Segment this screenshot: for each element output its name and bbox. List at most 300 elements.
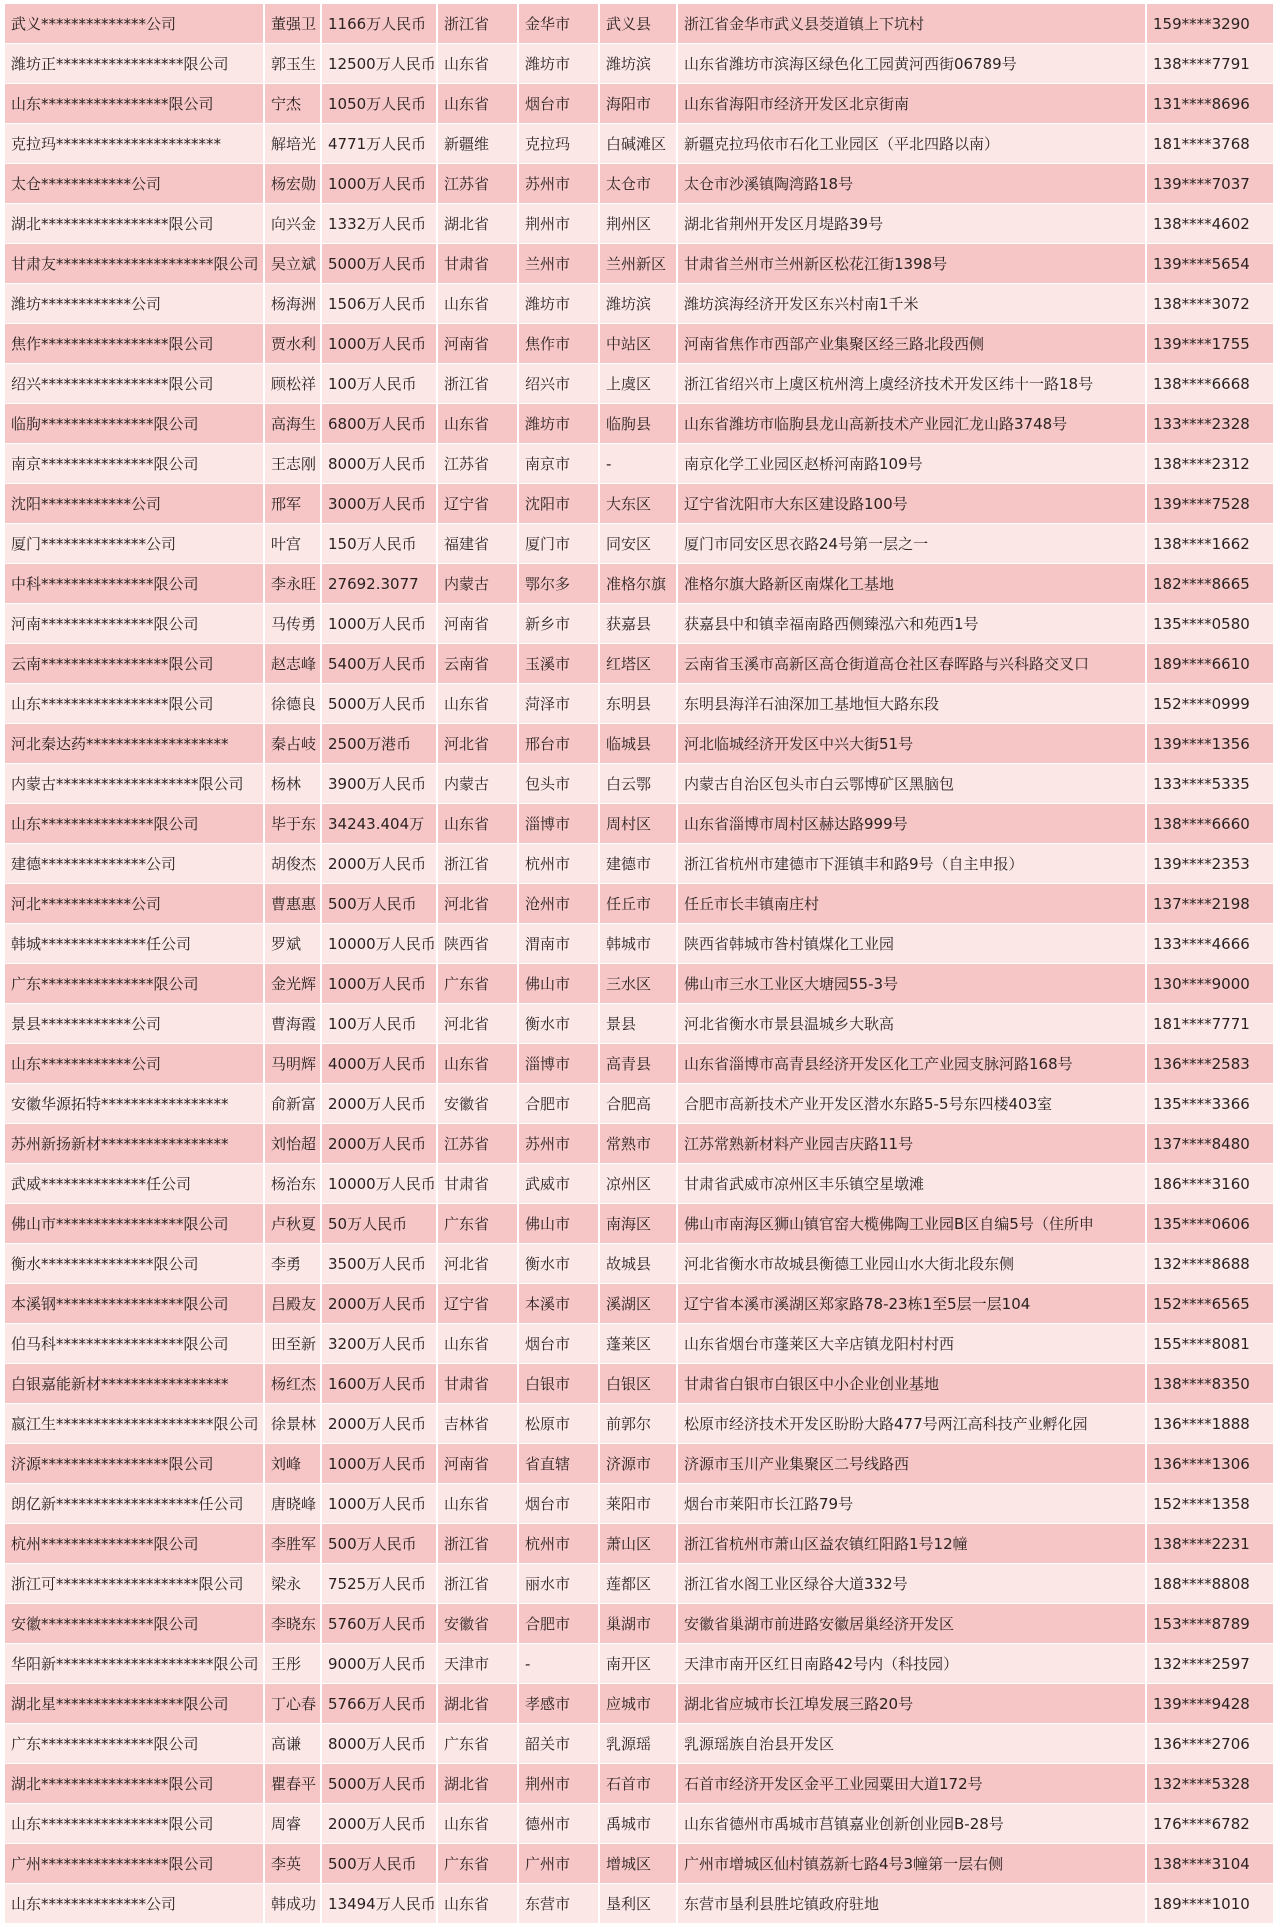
city-cell: 潍坊市 (519, 284, 600, 324)
registered-capital-cell: 5000万人民币 (322, 684, 438, 724)
address-cell: 太仓市沙溪镇陶湾路18号 (678, 164, 1147, 204)
address-cell: 湖北省应城市长江埠发展三路20号 (678, 1684, 1147, 1724)
district-cell: 蓬莱区 (600, 1324, 678, 1364)
city-cell: 淄博市 (519, 804, 600, 844)
city-cell: 广州市 (519, 1844, 600, 1884)
table-row (5, 1044, 1273, 1084)
district-cell: 常熟市 (600, 1124, 678, 1164)
province-cell: 山东省 (438, 404, 519, 444)
city-cell: 白银市 (519, 1364, 600, 1404)
phone-cell: 133****4666 (1147, 924, 1273, 964)
address-cell: 浙江省杭州市萧山区益农镇红阳路1号12幢 (678, 1524, 1147, 1564)
company-name-cell: 厦门**************公司 (5, 524, 265, 564)
registered-capital-cell: 1166万人民币 (322, 4, 438, 44)
address-cell: 江苏常熟新材料产业园吉庆路11号 (678, 1124, 1147, 1164)
phone-cell: 137****8480 (1147, 1124, 1273, 1164)
phone-cell: 139****5654 (1147, 244, 1273, 284)
province-cell: 山东省 (438, 1044, 519, 1084)
address-cell: 山东省淄博市周村区赫达路999号 (678, 804, 1147, 844)
table-row (5, 1244, 1273, 1284)
province-cell: 安徽省 (438, 1084, 519, 1124)
company-name-cell: 本溪钢*****************限公司 (5, 1284, 265, 1324)
phone-cell: 155****8081 (1147, 1324, 1273, 1364)
city-cell: 潍坊市 (519, 404, 600, 444)
phone-cell: 131****8696 (1147, 84, 1273, 124)
company-name-cell: 潍坊正*****************限公司 (5, 44, 265, 84)
company-name-cell: 绍兴*****************限公司 (5, 364, 265, 404)
table-row (5, 1404, 1273, 1444)
province-cell: 福建省 (438, 524, 519, 564)
registered-capital-cell: 3200万人民币 (322, 1324, 438, 1364)
district-cell: 萧山区 (600, 1524, 678, 1564)
province-cell: 山东省 (438, 1804, 519, 1844)
phone-cell: 138****2312 (1147, 444, 1273, 484)
province-cell: 浙江省 (438, 4, 519, 44)
registered-capital-cell: 2000万人民币 (322, 1804, 438, 1844)
registered-capital-cell: 2000万人民币 (322, 1084, 438, 1124)
province-cell: 山东省 (438, 284, 519, 324)
table-row (5, 404, 1273, 444)
phone-cell: 132****8688 (1147, 1244, 1273, 1284)
registered-capital-cell: 27692.3077 (322, 564, 438, 604)
company-name-cell: 朗亿新*******************任公司 (5, 1484, 265, 1524)
legal-rep-cell: 吕殿友 (265, 1284, 322, 1324)
address-cell: 浙江省金华市武义县茭道镇上下坑村 (678, 4, 1147, 44)
table-row (5, 1604, 1273, 1644)
province-cell: 河南省 (438, 324, 519, 364)
registered-capital-cell: 1000万人民币 (322, 1444, 438, 1484)
district-cell: 同安区 (600, 524, 678, 564)
table-row (5, 284, 1273, 324)
registered-capital-cell: 2000万人民币 (322, 1284, 438, 1324)
address-cell: 安徽省巢湖市前进路安徽居巢经济开发区 (678, 1604, 1147, 1644)
province-cell: 天津市 (438, 1644, 519, 1684)
province-cell: 山东省 (438, 1324, 519, 1364)
registered-capital-cell: 8000万人民币 (322, 444, 438, 484)
district-cell: 上虞区 (600, 364, 678, 404)
district-cell: 兰州新区 (600, 244, 678, 284)
registered-capital-cell: 3900万人民币 (322, 764, 438, 804)
legal-rep-cell: 韩成功 (265, 1884, 322, 1924)
registered-capital-cell: 150万人民币 (322, 524, 438, 564)
legal-rep-cell: 顾松祥 (265, 364, 322, 404)
city-cell: 衡水市 (519, 1244, 600, 1284)
district-cell: 高青县 (600, 1044, 678, 1084)
city-cell: 本溪市 (519, 1284, 600, 1324)
district-cell: 任丘市 (600, 884, 678, 924)
legal-rep-cell: 刘怡超 (265, 1124, 322, 1164)
company-name-cell: 内蒙古*******************限公司 (5, 764, 265, 804)
registered-capital-cell: 2000万人民币 (322, 844, 438, 884)
legal-rep-cell: 李英 (265, 1844, 322, 1884)
phone-cell: 189****6610 (1147, 644, 1273, 684)
phone-cell: 152****0999 (1147, 684, 1273, 724)
table-row (5, 724, 1273, 764)
district-cell: 白云鄂 (600, 764, 678, 804)
province-cell: 河南省 (438, 1444, 519, 1484)
company-table-body (5, 4, 1273, 1924)
registered-capital-cell: 1000万人民币 (322, 324, 438, 364)
registered-capital-cell: 6800万人民币 (322, 404, 438, 444)
company-name-cell: 建德**************公司 (5, 844, 265, 884)
table-row (5, 1124, 1273, 1164)
province-cell: 山东省 (438, 84, 519, 124)
city-cell: 佛山市 (519, 964, 600, 1004)
registered-capital-cell: 1600万人民币 (322, 1364, 438, 1404)
province-cell: 山东省 (438, 1884, 519, 1924)
registered-capital-cell: 5400万人民币 (322, 644, 438, 684)
table-row (5, 1724, 1273, 1764)
phone-cell: 138****3072 (1147, 284, 1273, 324)
company-name-cell: 山东*****************限公司 (5, 84, 265, 124)
company-name-cell: 广东***************限公司 (5, 964, 265, 1004)
legal-rep-cell: 宁杰 (265, 84, 322, 124)
table-row (5, 564, 1273, 604)
legal-rep-cell: 李胜军 (265, 1524, 322, 1564)
company-table (5, 4, 1273, 1924)
company-table-wrapper (5, 4, 1273, 1924)
registered-capital-cell: 8000万人民币 (322, 1724, 438, 1764)
address-cell: 陕西省韩城市昝村镇煤化工业园 (678, 924, 1147, 964)
city-cell: 克拉玛 (519, 124, 600, 164)
address-cell: 山东省淄博市高青县经济开发区化工产业园支脉河路168号 (678, 1044, 1147, 1084)
registered-capital-cell: 1000万人民币 (322, 164, 438, 204)
province-cell: 浙江省 (438, 1524, 519, 1564)
city-cell: 韶关市 (519, 1724, 600, 1764)
registered-capital-cell: 500万人民币 (322, 884, 438, 924)
legal-rep-cell: 郭玉生 (265, 44, 322, 84)
registered-capital-cell: 12500万人民币 (322, 44, 438, 84)
table-row (5, 1844, 1273, 1884)
district-cell: 临朐县 (600, 404, 678, 444)
company-name-cell: 河南***************限公司 (5, 604, 265, 644)
city-cell: 德州市 (519, 1804, 600, 1844)
company-name-cell: 嬴江生*********************限公司 (5, 1404, 265, 1444)
company-name-cell: 山东*****************限公司 (5, 684, 265, 724)
company-name-cell: 安徽***************限公司 (5, 1604, 265, 1644)
registered-capital-cell: 2000万人民币 (322, 1404, 438, 1444)
district-cell: 周村区 (600, 804, 678, 844)
phone-cell: 138****3104 (1147, 1844, 1273, 1884)
city-cell: 焦作市 (519, 324, 600, 364)
table-row (5, 964, 1273, 1004)
district-cell: 获嘉县 (600, 604, 678, 644)
table-row (5, 684, 1273, 724)
phone-cell: 181****7771 (1147, 1004, 1273, 1044)
phone-cell: 133****5335 (1147, 764, 1273, 804)
company-name-cell: 克拉玛********************** (5, 124, 265, 164)
city-cell: 杭州市 (519, 844, 600, 884)
city-cell: 松原市 (519, 1404, 600, 1444)
company-name-cell: 武义**************公司 (5, 4, 265, 44)
phone-cell: 136****2583 (1147, 1044, 1273, 1084)
province-cell: 陕西省 (438, 924, 519, 964)
table-row (5, 164, 1273, 204)
phone-cell: 135****0606 (1147, 1204, 1273, 1244)
address-cell: 天津市南开区红日南路42号内（科技园） (678, 1644, 1147, 1684)
address-cell: 甘肃省白银市白银区中小企业创业基地 (678, 1364, 1147, 1404)
address-cell: 获嘉县中和镇幸福南路西侧臻泓六和苑西1号 (678, 604, 1147, 644)
address-cell: 广州市增城区仙村镇荔新七路4号3幢第一层右侧 (678, 1844, 1147, 1884)
phone-cell: 189****1010 (1147, 1884, 1273, 1924)
legal-rep-cell: 毕于东 (265, 804, 322, 844)
registered-capital-cell: 34243.404万 (322, 804, 438, 844)
legal-rep-cell: 向兴金 (265, 204, 322, 244)
company-name-cell: 甘肃友*********************限公司 (5, 244, 265, 284)
company-name-cell: 焦作*****************限公司 (5, 324, 265, 364)
district-cell: 临城县 (600, 724, 678, 764)
district-cell: 石首市 (600, 1764, 678, 1804)
company-name-cell: 河北秦达药******************* (5, 724, 265, 764)
province-cell: 吉林省 (438, 1404, 519, 1444)
table-row (5, 204, 1273, 244)
table-row (5, 1004, 1273, 1044)
legal-rep-cell: 杨红杰 (265, 1364, 322, 1404)
legal-rep-cell: 徐德良 (265, 684, 322, 724)
address-cell: 河北省衡水市故城县衡德工业园山水大街北段东侧 (678, 1244, 1147, 1284)
province-cell: 辽宁省 (438, 1284, 519, 1324)
city-cell: 菏泽市 (519, 684, 600, 724)
city-cell: 新乡市 (519, 604, 600, 644)
city-cell: 合肥市 (519, 1084, 600, 1124)
table-row (5, 1084, 1273, 1124)
registered-capital-cell: 10000万人民币 (322, 1164, 438, 1204)
legal-rep-cell: 王彤 (265, 1644, 322, 1684)
table-row (5, 484, 1273, 524)
district-cell: 太仓市 (600, 164, 678, 204)
province-cell: 山东省 (438, 44, 519, 84)
city-cell: 南京市 (519, 444, 600, 484)
district-cell: 韩城市 (600, 924, 678, 964)
phone-cell: 186****3160 (1147, 1164, 1273, 1204)
province-cell: 浙江省 (438, 844, 519, 884)
legal-rep-cell: 邢军 (265, 484, 322, 524)
city-cell: 包头市 (519, 764, 600, 804)
legal-rep-cell: 罗斌 (265, 924, 322, 964)
table-row (5, 1804, 1273, 1844)
province-cell: 浙江省 (438, 1564, 519, 1604)
phone-cell: 188****8808 (1147, 1564, 1273, 1604)
district-cell: 准格尔旗 (600, 564, 678, 604)
table-row (5, 1644, 1273, 1684)
district-cell: 故城县 (600, 1244, 678, 1284)
registered-capital-cell: 500万人民币 (322, 1844, 438, 1884)
company-name-cell: 河北************公司 (5, 884, 265, 924)
legal-rep-cell: 徐景林 (265, 1404, 322, 1444)
company-name-cell: 南京***************限公司 (5, 444, 265, 484)
address-cell: 辽宁省本溪市溪湖区郑家路78-23栋1至5层一层104 (678, 1284, 1147, 1324)
phone-cell: 139****7037 (1147, 164, 1273, 204)
address-cell: 山东省德州市禹城市莒镇嘉业创新创业园B-28号 (678, 1804, 1147, 1844)
legal-rep-cell: 叶宫 (265, 524, 322, 564)
city-cell: 玉溪市 (519, 644, 600, 684)
company-name-cell: 湖北*****************限公司 (5, 204, 265, 244)
address-cell: 浙江省绍兴市上虞区杭州湾上虞经济技术开发区纬十一路18号 (678, 364, 1147, 404)
company-name-cell: 云南*****************限公司 (5, 644, 265, 684)
phone-cell: 139****1755 (1147, 324, 1273, 364)
phone-cell: 135****0580 (1147, 604, 1273, 644)
city-cell: 烟台市 (519, 1324, 600, 1364)
table-row (5, 1284, 1273, 1324)
district-cell: 潍坊滨 (600, 284, 678, 324)
city-cell: - (519, 1644, 600, 1684)
table-row (5, 364, 1273, 404)
company-name-cell: 安徽华源拓特***************** (5, 1084, 265, 1124)
city-cell: 荆州市 (519, 204, 600, 244)
district-cell: 荆州区 (600, 204, 678, 244)
registered-capital-cell: 5760万人民币 (322, 1604, 438, 1644)
legal-rep-cell: 田至新 (265, 1324, 322, 1364)
legal-rep-cell: 贾水利 (265, 324, 322, 364)
address-cell: 厦门市同安区思衣路24号第一层之一 (678, 524, 1147, 564)
company-name-cell: 山东*****************限公司 (5, 1804, 265, 1844)
province-cell: 湖北省 (438, 204, 519, 244)
city-cell: 杭州市 (519, 1524, 600, 1564)
company-name-cell: 中科***************限公司 (5, 564, 265, 604)
company-name-cell: 伯马科*****************限公司 (5, 1324, 265, 1364)
address-cell: 佛山市南海区狮山镇官窑大榄佛陶工业园B区自编5号（住所申 (678, 1204, 1147, 1244)
company-name-cell: 苏州新扬新材***************** (5, 1124, 265, 1164)
city-cell: 衡水市 (519, 1004, 600, 1044)
table-row (5, 1684, 1273, 1724)
company-name-cell: 太仓************公司 (5, 164, 265, 204)
company-name-cell: 山东***************限公司 (5, 804, 265, 844)
company-name-cell: 佛山市*****************限公司 (5, 1204, 265, 1244)
district-cell: 济源市 (600, 1444, 678, 1484)
district-cell: 莲都区 (600, 1564, 678, 1604)
legal-rep-cell: 刘峰 (265, 1444, 322, 1484)
registered-capital-cell: 1000万人民币 (322, 604, 438, 644)
address-cell: 石首市经济开发区金平工业园粟田大道172号 (678, 1764, 1147, 1804)
city-cell: 东营市 (519, 1884, 600, 1924)
address-cell: 山东省烟台市蓬莱区大辛店镇龙阳村村西 (678, 1324, 1147, 1364)
city-cell: 苏州市 (519, 164, 600, 204)
legal-rep-cell: 曹惠惠 (265, 884, 322, 924)
province-cell: 浙江省 (438, 364, 519, 404)
registered-capital-cell: 4771万人民币 (322, 124, 438, 164)
legal-rep-cell: 杨宏勋 (265, 164, 322, 204)
table-row (5, 1164, 1273, 1204)
address-cell: 任丘市长丰镇南庄村 (678, 884, 1147, 924)
company-name-cell: 白银嘉能新材***************** (5, 1364, 265, 1404)
address-cell: 甘肃省武威市凉州区丰乐镇空星墩滩 (678, 1164, 1147, 1204)
city-cell: 烟台市 (519, 1484, 600, 1524)
table-row (5, 44, 1273, 84)
address-cell: 合肥市高新技术产业开发区潜水东路5-5号东四楼403室 (678, 1084, 1147, 1124)
legal-rep-cell: 唐晓峰 (265, 1484, 322, 1524)
registered-capital-cell: 2000万人民币 (322, 1124, 438, 1164)
registered-capital-cell: 500万人民币 (322, 1524, 438, 1564)
phone-cell: 159****3290 (1147, 4, 1273, 44)
city-cell: 荆州市 (519, 1764, 600, 1804)
city-cell: 鄂尔多 (519, 564, 600, 604)
table-row (5, 1484, 1273, 1524)
registered-capital-cell: 9000万人民币 (322, 1644, 438, 1684)
phone-cell: 139****9428 (1147, 1684, 1273, 1724)
table-row (5, 804, 1273, 844)
address-cell: 河北临城经济开发区中兴大街51号 (678, 724, 1147, 764)
legal-rep-cell: 李永旺 (265, 564, 322, 604)
province-cell: 云南省 (438, 644, 519, 684)
province-cell: 内蒙古 (438, 764, 519, 804)
district-cell: 应城市 (600, 1684, 678, 1724)
district-cell: 大东区 (600, 484, 678, 524)
address-cell: 东明县海洋石油深加工基地恒大路东段 (678, 684, 1147, 724)
company-name-cell: 浙江可*******************限公司 (5, 1564, 265, 1604)
province-cell: 辽宁省 (438, 484, 519, 524)
city-cell: 渭南市 (519, 924, 600, 964)
company-name-cell: 韩城**************任公司 (5, 924, 265, 964)
legal-rep-cell: 李勇 (265, 1244, 322, 1284)
company-name-cell: 山东**************公司 (5, 1884, 265, 1924)
company-name-cell: 湖北星*****************限公司 (5, 1684, 265, 1724)
city-cell: 淄博市 (519, 1044, 600, 1084)
registered-capital-cell: 4000万人民币 (322, 1044, 438, 1084)
address-cell: 河南省焦作市西部产业集聚区经三路北段西侧 (678, 324, 1147, 364)
district-cell: 红塔区 (600, 644, 678, 684)
legal-rep-cell: 周睿 (265, 1804, 322, 1844)
table-row (5, 764, 1273, 804)
table-row (5, 84, 1273, 124)
registered-capital-cell: 100万人民币 (322, 1004, 438, 1044)
phone-cell: 152****1358 (1147, 1484, 1273, 1524)
district-cell: 禹城市 (600, 1804, 678, 1844)
province-cell: 山东省 (438, 1484, 519, 1524)
district-cell: 海阳市 (600, 84, 678, 124)
district-cell: 南海区 (600, 1204, 678, 1244)
district-cell: 武义县 (600, 4, 678, 44)
district-cell: - (600, 444, 678, 484)
city-cell: 厦门市 (519, 524, 600, 564)
address-cell: 准格尔旗大路新区南煤化工基地 (678, 564, 1147, 604)
city-cell: 沧州市 (519, 884, 600, 924)
company-name-cell: 景县************公司 (5, 1004, 265, 1044)
city-cell: 苏州市 (519, 1124, 600, 1164)
address-cell: 山东省海阳市经济开发区北京街南 (678, 84, 1147, 124)
phone-cell: 136****2706 (1147, 1724, 1273, 1764)
table-row (5, 884, 1273, 924)
legal-rep-cell: 董强卫 (265, 4, 322, 44)
registered-capital-cell: 5766万人民币 (322, 1684, 438, 1724)
district-cell: 东明县 (600, 684, 678, 724)
province-cell: 甘肃省 (438, 244, 519, 284)
address-cell: 浙江省杭州市建德市下涯镇丰和路9号（自主申报） (678, 844, 1147, 884)
district-cell: 增城区 (600, 1844, 678, 1884)
district-cell: 溪湖区 (600, 1284, 678, 1324)
company-name-cell: 济源*****************限公司 (5, 1444, 265, 1484)
registered-capital-cell: 5000万人民币 (322, 244, 438, 284)
province-cell: 山东省 (438, 684, 519, 724)
company-name-cell: 潍坊************公司 (5, 284, 265, 324)
province-cell: 甘肃省 (438, 1164, 519, 1204)
phone-cell: 132****2597 (1147, 1644, 1273, 1684)
address-cell: 济源市玉川产业集聚区二号线路西 (678, 1444, 1147, 1484)
address-cell: 云南省玉溪市高新区高仓街道高仓社区春晖路与兴科路交叉口 (678, 644, 1147, 684)
address-cell: 辽宁省沈阳市大东区建设路100号 (678, 484, 1147, 524)
registered-capital-cell: 1050万人民币 (322, 84, 438, 124)
company-name-cell: 杭州***************限公司 (5, 1524, 265, 1564)
phone-cell: 138****6668 (1147, 364, 1273, 404)
district-cell: 莱阳市 (600, 1484, 678, 1524)
company-name-cell: 沈阳************公司 (5, 484, 265, 524)
city-cell: 孝感市 (519, 1684, 600, 1724)
legal-rep-cell: 杨海洲 (265, 284, 322, 324)
table-row (5, 124, 1273, 164)
province-cell: 湖北省 (438, 1684, 519, 1724)
phone-cell: 139****1356 (1147, 724, 1273, 764)
table-row (5, 1204, 1273, 1244)
company-name-cell: 湖北*****************限公司 (5, 1764, 265, 1804)
